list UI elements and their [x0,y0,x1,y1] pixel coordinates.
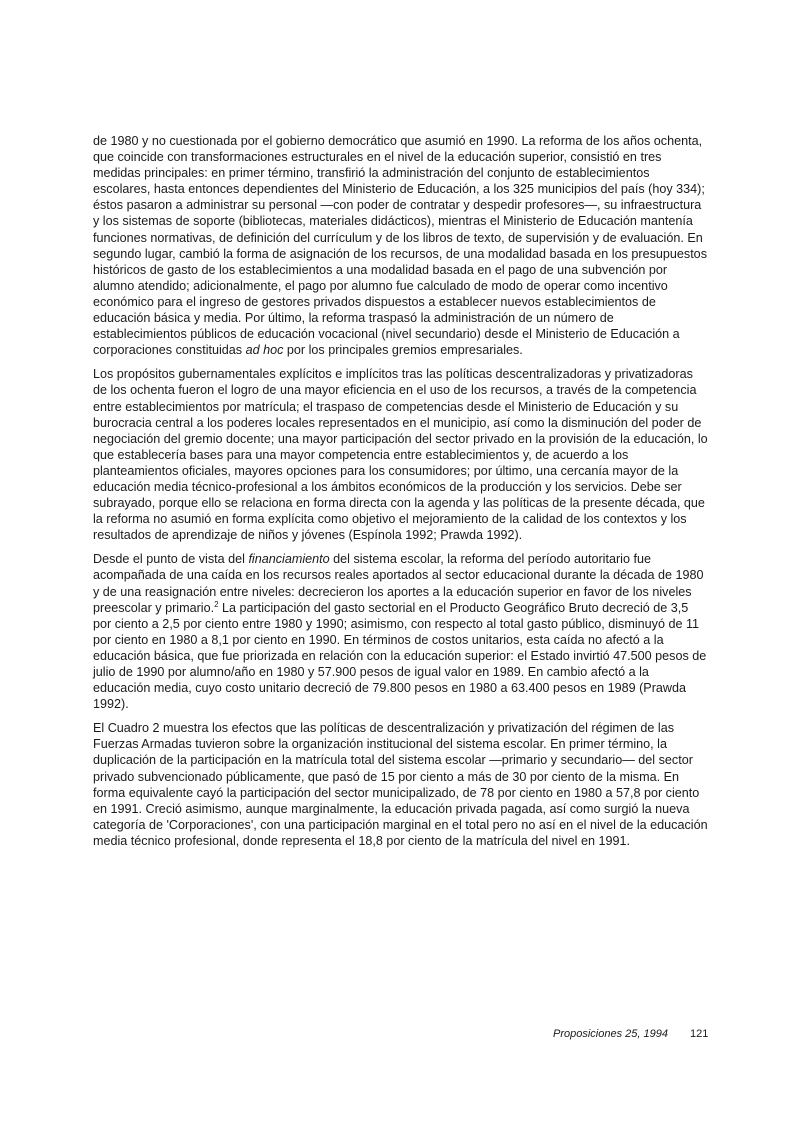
page-number: 121 [690,1028,709,1040]
paragraph-4 [93,720,709,849]
text-segment: Los propósitos gubernamentales explícitos e implícitos tras las políticas descentralizadoras y privatizadoras de los ochenta fueron el logro de una mayor eficiencia en el uso de los recursos, a través de la competencia entre establecimientos por matrícula; el traspaso de competencias desde el Ministerio de Educación y su burocracia central a los poderes locales representados en el municipio, así como la disminución del poder de negociación del gremio docente; una mayor participación del sector privado en la provisión de la educación, lo que establecería bases para una mayor competencia entre establecimientos y, de acuerdo a los planteamientos oficiales, mayores opciones para los consumidores; por último, una cercanía mayor de la educación media técnico-profesional a los ámbitos económicos de la producción y los servicios. Debe ser subrayado, porque ello se relaciona en forma directa con la agenda y las políticas de la presente década, que la reforma no asumió en forma explícita como objetivo el mejoramiento de la calidad de los contextos y los resultados de aprendizaje de niños y jóvenes (Espínola 1992; Prawda 1992). [93,367,708,543]
text-segment: del sistema escolar, la reforma del período autoritario fue acompañada de una caída en los recursos reales aportados al sector educacional durante la década de 1980 y de una reasignación entre niveles: decrecieron los aportes a la educación superior en favor de los niveles preescolar y primario. [93,552,704,615]
text-segment: de 1980 y no cuestionada por el gobierno democrático que asumió en 1990. La reforma de los años ochenta, que coincide con transformaciones estructurales en el nivel de la educación superior, consistió en tres medidas principales: en primer término, transfirió la administración del conjunto de establecimientos escolares, hasta entonces dependientes del Ministerio de Educación, a los 325 municipios del país (hoy 334); éstos pasaron a administrar su personal —con poder de contratar y despedir profesores—, su infraestructura y los sistemas de soporte (bibliotecas, materiales didácticos), mientras el Ministerio de Educación mantenía funciones normativas, de definición del currículum y de los libros de texto, de supervisión y de evaluación. En segundo lugar, cambió la forma de asignación de los recursos, de una modalidad basada en los presupuestos históricos de gasto de los establecimientos a una modalidad basada en el pago de una subvención por alumno atendido; adicionalmente, el pago por alumno fue calculado de modo de operar como incentivo económico para el ingreso de gestores privados dispuestos a establecer nuevos establecimientos de educación básica y media. Por último, la reforma traspasó la administración de un número de establecimientos públicos de educación vocacional (nivel secundario) desde el Ministerio de Educación a corporaciones constituidas [93,134,707,358]
text-segment: Desde el punto de vista del [93,552,249,567]
paragraph-1 [93,133,709,358]
text-segment: por los principales gremios empresariales. [283,343,523,358]
text-segment: El Cuadro 2 muestra los efectos que las políticas de descentralización y privatización del régimen de las Fuerzas Armadas tuvieron sobre la organización institucional del sistema escolar. En primer término, la duplicación de la participación en la matrícula total del sistema escolar —primario y secundario— del sector privado subvencionado públicamente, que pasó de 15 por ciento a más de 30 por ciento de la misma. En forma equivalente cayó la participación del sector municipalizado, de 78 por ciento en 1980 a 57,8 por ciento en 1991. Creció asimismo, aunque marginalmente, la educación privada pagada, así como surgió la nueva categoría de 'Corporaciones', con una participación marginal en el total pero no así en el nivel de la educación media técnico profesional, donde representa el 18,8 por ciento de la matrícula del nivel en 1991. [93,721,708,848]
journal-citation: Proposiciones 25, 1994 [553,1028,668,1040]
paragraph-3 [93,551,709,712]
text-segment: La participación del gasto sectorial en el Producto Geográfico Bruto decreció de 3,5 por ciento a 2,5 por ciento entre 1980 y 1990; asimismo, con respecto al total gasto público, disminuyó de 11 por ciento en 1980 a 8,1 por ciento en 1990. En términos de costos unitarios, esta caída no afectó a la educación básica, que fue priorizada en relación con la educación superior: el Estado invirtió 47.500 pesos de julio de 1990 por alumno/año en 1980 y 57.900 pesos de igual valor en 1989. En cambio afectó a la educación media, cuyo costo unitario decreció de 79.800 pesos en 1980 a 63.400 pesos en 1989 (Prawda 1992). [93,600,707,712]
paragraph-2 [93,366,709,543]
text-segment-italic: ad hoc [245,343,284,358]
footnote-marker: 2 [214,599,219,609]
text-segment-italic: financiamiento [248,552,330,567]
body-text [93,133,709,857]
